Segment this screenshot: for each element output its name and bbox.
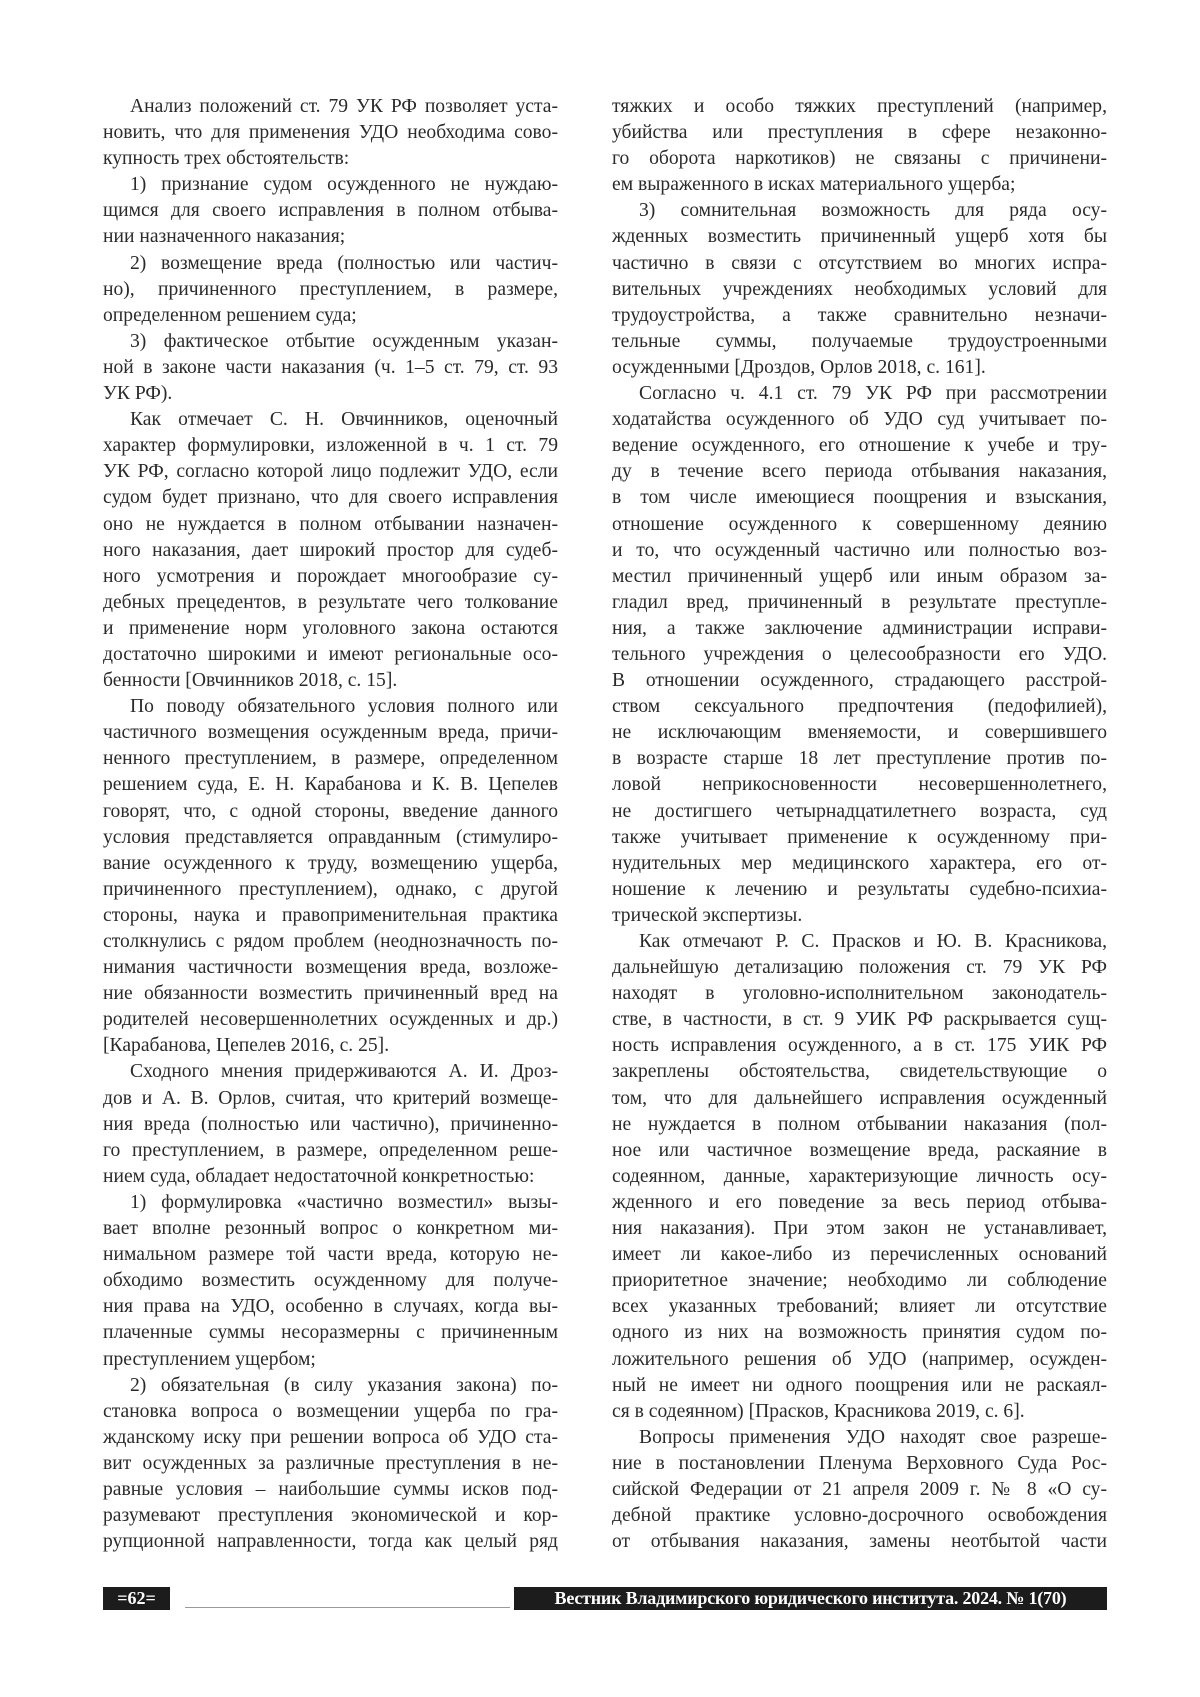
text-line: В отношении осужденного, страдающего расстрой- (612, 668, 1107, 694)
text-line: нудительных мер медицинского характера, его от- (612, 851, 1107, 877)
text-line: УК РФ, согласно которой лицо подлежит УДО, если (103, 459, 558, 485)
text-line: осужденными [Дроздов, Орлов 2018, с. 161]. (612, 355, 1107, 381)
text-line: дальнейшую детализацию положения ст. 79 УК РФ (612, 955, 1107, 981)
paragraph (103, 94, 558, 172)
page-footer (103, 1587, 1107, 1611)
text-line: вительных учреждениях необходимых условий для (612, 277, 1107, 303)
text-line: обходимо возместить осужденному для получе- (103, 1268, 558, 1294)
paragraph (103, 251, 558, 329)
text-line: находят в уголовно-исполнительном законодатель- (612, 981, 1107, 1007)
text-line: не нуждается в полном отбывании наказания (пол- (612, 1112, 1107, 1138)
text-line: жденного и его поведение за весь период отбыва- (612, 1190, 1107, 1216)
text-line: частично в связи с отсутствием во многих испра- (612, 251, 1107, 277)
text-line: 1) признание судом осужденного не нуждаю- (103, 172, 558, 198)
text-line: Анализ положений ст. 79 УК РФ позволяет уста- (103, 94, 558, 120)
text-line: разумевают преступления экономической и кор- (103, 1503, 558, 1529)
text-line: Согласно ч. 4.1 ст. 79 УК РФ при рассмотрении (612, 381, 1107, 407)
text-line: ние обязанности возместить причиненный вред на (103, 981, 558, 1007)
text-line: сийской Федерации от 21 апреля 2009 г. № 8 «О су- (612, 1477, 1107, 1503)
text-column-left (103, 94, 558, 1555)
text-line: в том числе имеющиеся поощрения и взыскания, (612, 485, 1107, 511)
text-line: дов и А. В. Орлов, считая, что критерий возмеще- (103, 1086, 558, 1112)
text-line: нимальном размере той части вреда, которую не- (103, 1242, 558, 1268)
text-line: судом будет признано, что для своего исправления (103, 485, 558, 511)
text-line: столкнулись с рядом проблем (неоднозначность по- (103, 929, 558, 955)
text-line: убийства или преступления в сфере незаконно- (612, 120, 1107, 146)
text-line: По поводу обязательного условия полного или (103, 694, 558, 720)
text-line: 2) обязательная (в силу указания закона) по- (103, 1373, 558, 1399)
text-line: рупционной направленности, тогда как целый ряд (103, 1529, 558, 1555)
text-line: 1) формулировка «частично возместил» вызы- (103, 1190, 558, 1216)
text-line: местил причиненный ущерб или иным образом за- (612, 564, 1107, 590)
text-line: Как отмечает С. Н. Овчинников, оценочный (103, 407, 558, 433)
paragraph (103, 694, 558, 1059)
text-line: вает вполне резонный вопрос о конкретном ми- (103, 1216, 558, 1242)
paragraph (103, 407, 558, 694)
text-line: ния, а также заключение администрации исправи- (612, 616, 1107, 642)
text-line: дебной практике условно-досрочного освобождения (612, 1503, 1107, 1529)
text-line: закреплены обстоятельства, свидетельствующие о (612, 1059, 1107, 1085)
text-line: тяжких и особо тяжких преступлений (например, (612, 94, 1107, 120)
text-line: Вопросы применения УДО находят свое разреше- (612, 1425, 1107, 1451)
text-line: ния вреда (полностью или частично), причиненно- (103, 1112, 558, 1138)
text-line: также учитывает применение к осужденному при- (612, 825, 1107, 851)
text-line: определенном решением суда; (103, 303, 558, 329)
text-line: содеянном, данные, характеризующие личность осу- (612, 1164, 1107, 1190)
text-line: нии назначенного наказания; (103, 224, 558, 250)
text-line: ный не имеет ни одного поощрения или не раскаял- (612, 1373, 1107, 1399)
text-line: гладил вред, причиненный в результате преступле- (612, 590, 1107, 616)
text-line: щимся для своего исправления в полном отбыва- (103, 198, 558, 224)
text-line: Сходного мнения придерживаются А. И. Дроз- (103, 1059, 558, 1085)
text-line: стве, в частности, в ст. 9 УИК РФ раскрывается сущ- (612, 1007, 1107, 1033)
text-line: и то, что осужденный частично или полностью воз- (612, 538, 1107, 564)
page-number: =62= (103, 1587, 170, 1610)
text-line: 3) сомнительная возможность для ряда осу- (612, 198, 1107, 224)
text-line: 2) возмещение вреда (полностью или частич- (103, 251, 558, 277)
text-line: ду в течение всего периода отбывания наказания, (612, 459, 1107, 485)
text-line: ношение к лечению и результаты судебно-психиа- (612, 877, 1107, 903)
paragraph (612, 929, 1107, 1425)
text-line: ной в законе части наказания (ч. 1–5 ст. 79, ст. 93 (103, 355, 558, 381)
text-line: том, что для дальнейшего исправления осужденный (612, 1086, 1107, 1112)
text-line: трудоустройства, а также сравнительно незначи- (612, 303, 1107, 329)
text-line: ния права на УДО, особенно в случаях, когда вы- (103, 1294, 558, 1320)
footer-divider (185, 1607, 510, 1608)
text-line: приоритетное значение; необходимо ли соблюдение (612, 1268, 1107, 1294)
text-line: преступлением ущербом; (103, 1347, 558, 1373)
text-line: ем выраженного в исках материального ущерба; (612, 172, 1107, 198)
text-line: одного из них на возможность принятия судом по- (612, 1320, 1107, 1346)
paragraph (612, 198, 1107, 381)
text-line: 3) фактическое отбытие осужденным указан- (103, 329, 558, 355)
text-line: ведение осужденного, его отношение к учебе и тру- (612, 433, 1107, 459)
text-line: отношение осужденного к совершенному деянию (612, 512, 1107, 538)
text-line: УК РФ). (103, 381, 558, 407)
text-line: причиненного преступлением), однако, с другой (103, 877, 558, 903)
text-line: но), причиненного преступлением, в размере, (103, 277, 558, 303)
text-line: родителей несовершеннолетних осужденных и др.) (103, 1007, 558, 1033)
text-line: дебных прецедентов, в результате чего толкование (103, 590, 558, 616)
text-line: плаченные суммы несоразмерны с причиненным (103, 1320, 558, 1346)
text-line: ством сексуального предпочтения (педофилией), (612, 694, 1107, 720)
text-line: ние в постановлении Пленума Верховного Суда Рос- (612, 1451, 1107, 1477)
text-line: от отбывания наказания, замены неотбытой части (612, 1529, 1107, 1555)
text-line: ходатайства осужденного об УДО суд учитывает по- (612, 407, 1107, 433)
text-line: трической экспертизы. (612, 903, 1107, 929)
paragraph (103, 329, 558, 407)
text-line: оно не нуждается в полном отбывании назначен- (103, 512, 558, 538)
text-line: стороны, наука и правоприменительная практика (103, 903, 558, 929)
text-line: равные условия – наибольшие суммы исков под- (103, 1477, 558, 1503)
text-line: жданскому иску при решении вопроса об УДО ста- (103, 1425, 558, 1451)
text-line: ное или частичное возмещение вреда, раскаяние в (612, 1138, 1107, 1164)
text-line: тельные суммы, получаемые трудоустроенными (612, 329, 1107, 355)
text-line: решением суда, Е. Н. Карабанова и К. В. Цепелев (103, 772, 558, 798)
text-line: достаточно широкими и имеют региональные осо- (103, 642, 558, 668)
text-line: условия представляется оправданным (стимулиро- (103, 825, 558, 851)
text-line: ловой неприкосновенности несовершеннолетнего, (612, 772, 1107, 798)
text-line: вание осужденного к труду, возмещению ущерба, (103, 851, 558, 877)
paragraph (103, 1373, 558, 1556)
text-line: частичного возмещения осужденным вреда, причи- (103, 720, 558, 746)
paragraph (612, 1425, 1107, 1555)
text-line: имеет ли какое-либо из перечисленных оснований (612, 1242, 1107, 1268)
text-line: ненного преступлением, в размере, определенном (103, 746, 558, 772)
text-line: купность трех обстоятельств: (103, 146, 558, 172)
text-line: в возрасте старше 18 лет преступление против по- (612, 746, 1107, 772)
text-line: го оборота наркотиков) не связаны с причинени- (612, 146, 1107, 172)
text-line: нимания частичности возмещения вреда, возложе- (103, 955, 558, 981)
journal-title: Вестник Владимирского юридического института. 2024. № 1(70) (514, 1587, 1107, 1610)
text-line: нием суда, обладает недостаточной конкретностью: (103, 1164, 558, 1190)
text-line: тельного учреждения о целесообразности его УДО. (612, 642, 1107, 668)
text-line: ния наказания). При этом закон не устанавливает, (612, 1216, 1107, 1242)
text-line: ного наказания, дает широкий простор для судеб- (103, 538, 558, 564)
paragraph (612, 94, 1107, 198)
text-line: [Карабанова, Цепелев 2016, с. 25]. (103, 1033, 558, 1059)
text-column-right (612, 94, 1107, 1555)
text-line: характер формулировки, изложенной в ч. 1 ст. 79 (103, 433, 558, 459)
text-line: не достигшего четырнадцатилетнего возраста, суд (612, 799, 1107, 825)
text-line: всех указанных требований; влияет ли отсутствие (612, 1294, 1107, 1320)
text-line: вит осужденных за различные преступления в не- (103, 1451, 558, 1477)
text-line: ного усмотрения и порождает многообразие су- (103, 564, 558, 590)
text-line: го преступлением, в размере, определенном реше- (103, 1138, 558, 1164)
text-line: не исключающим вменяемости, и совершившего (612, 720, 1107, 746)
text-line: становка вопроса о возмещении ущерба по гра- (103, 1399, 558, 1425)
text-line: ность исправления осужденного, а в ст. 175 УИК РФ (612, 1033, 1107, 1059)
text-line: говорят, что, с одной стороны, введение данного (103, 799, 558, 825)
paragraph (103, 1190, 558, 1373)
text-line: бенности [Овчинников 2018, с. 15]. (103, 668, 558, 694)
text-line: Как отмечают Р. С. Прасков и Ю. В. Красникова, (612, 929, 1107, 955)
paragraph (103, 172, 558, 250)
text-line: и применение норм уголовного закона остаются (103, 616, 558, 642)
text-line: жденных возместить причиненный ущерб хотя бы (612, 224, 1107, 250)
text-line: ложительного решения об УДО (например, осужден- (612, 1347, 1107, 1373)
paragraph (103, 1059, 558, 1189)
text-line: новить, что для применения УДО необходима сово- (103, 120, 558, 146)
text-line: ся в содеянном) [Прасков, Красникова 2019, с. 6]. (612, 1399, 1107, 1425)
paragraph (612, 381, 1107, 929)
